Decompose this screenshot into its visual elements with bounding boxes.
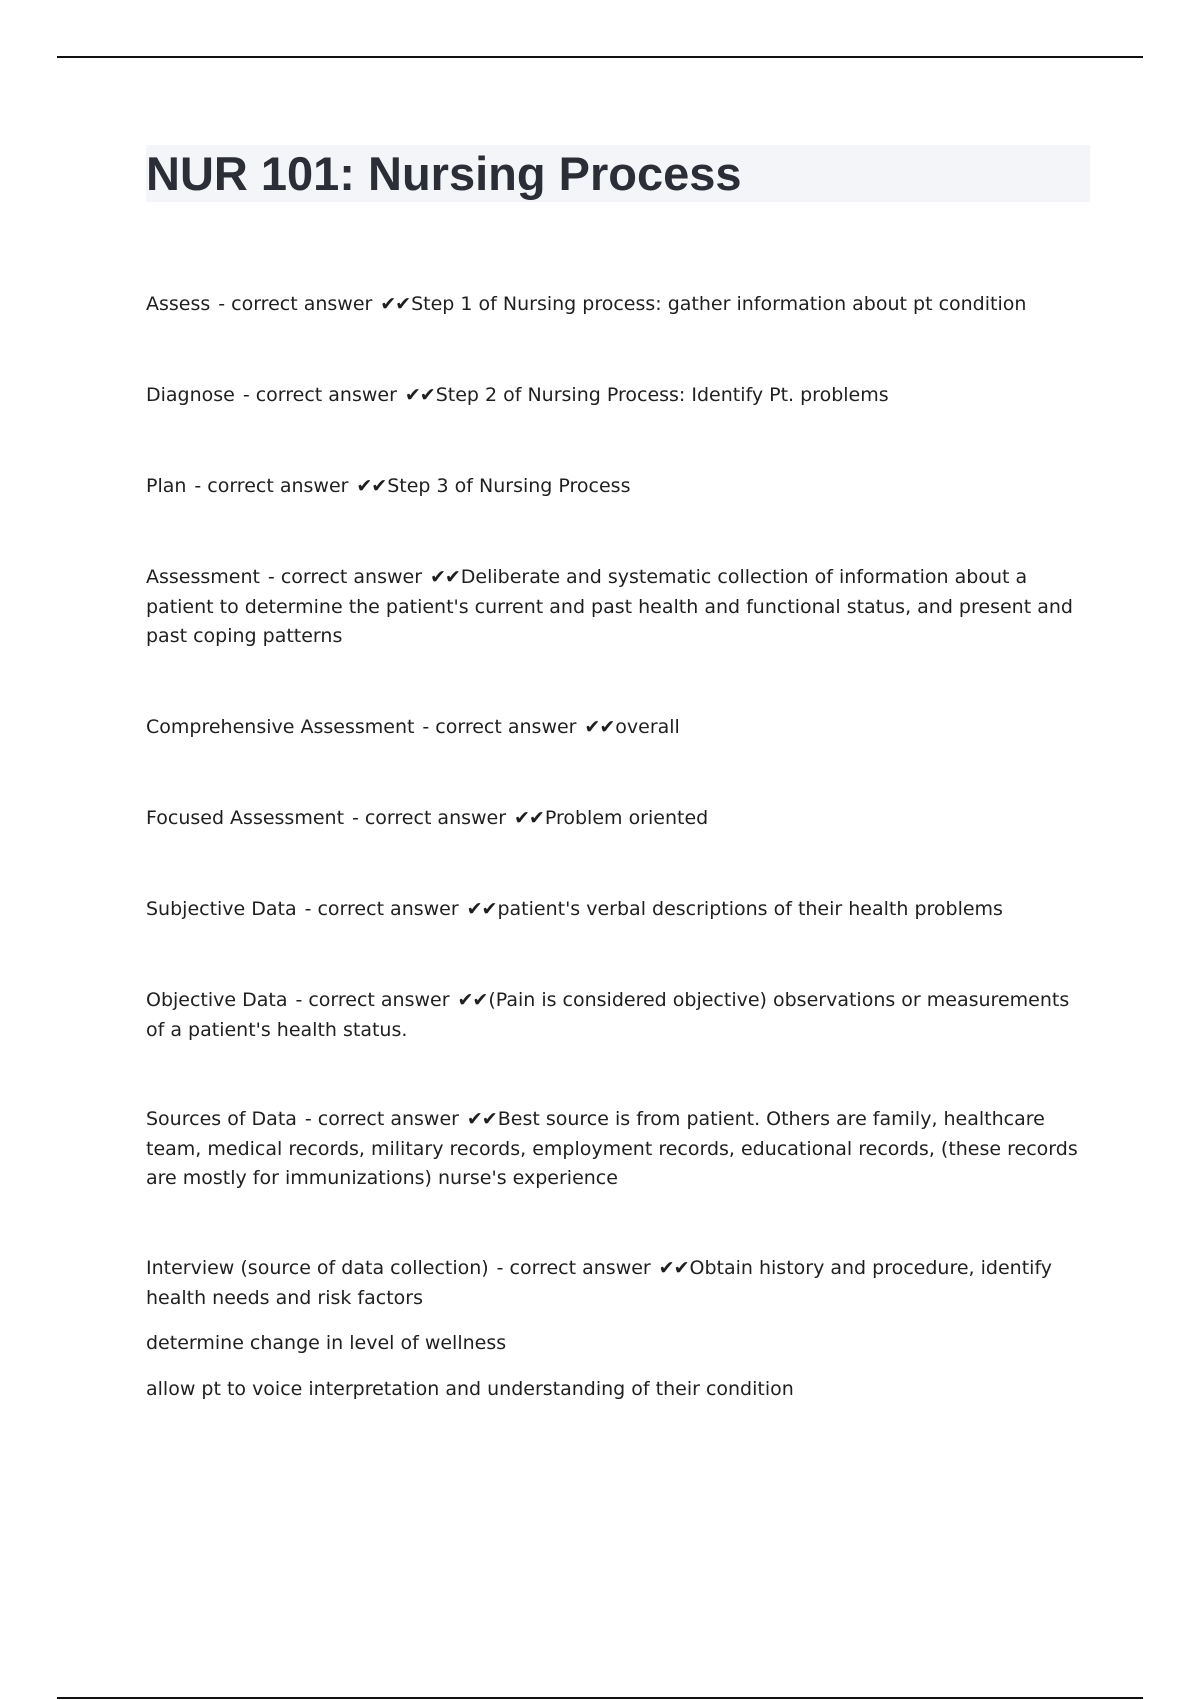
qa-entry-objective-data	[146, 986, 1090, 1045]
qa-separator: - correct answer	[304, 1108, 459, 1130]
qa-answer: patient's verbal descriptions of their health problems	[497, 898, 1003, 920]
qa-entry-assess	[146, 290, 1090, 320]
page-title: NUR 101: Nursing Process	[146, 147, 742, 200]
qa-term: Focused Assessment	[146, 807, 345, 829]
qa-separator: - correct answer	[422, 716, 577, 738]
qa-answer: Step 1 of Nursing process: gather information about pt condition	[411, 293, 1027, 315]
qa-term: Comprehensive Assessment	[146, 716, 415, 738]
double-check-icon: ✔✔	[584, 716, 615, 738]
qa-term: Sources of Data	[146, 1108, 297, 1130]
qa-entry-diagnose	[146, 381, 1090, 411]
qa-answer: Best source is from patient. Others are family, healthcare team, medical records, military records, employment records, educational records, (these records are mostly for immunizations) nurse's experience	[146, 1108, 1078, 1189]
qa-answer: Problem oriented	[544, 807, 709, 829]
double-check-icon: ✔✔	[457, 989, 488, 1011]
continuation-line: allow pt to voice interpretation and understanding of their condition	[146, 1378, 794, 1400]
qa-separator: - correct answer	[218, 293, 373, 315]
qa-separator: - correct answer	[194, 475, 349, 497]
qa-term: Assessment	[146, 566, 260, 588]
qa-entry-subjective-data	[146, 895, 1090, 925]
qa-answer: overall	[615, 716, 680, 738]
qa-answer: Step 2 of Nursing Process: Identify Pt. problems	[435, 384, 889, 406]
qa-entry-assessment	[146, 563, 1090, 652]
double-check-icon: ✔✔	[404, 384, 435, 406]
double-check-icon: ✔✔	[466, 898, 497, 920]
qa-term: Subjective Data	[146, 898, 297, 920]
continuation-line: determine change in level of wellness	[146, 1332, 507, 1354]
double-check-icon: ✔✔	[514, 807, 544, 829]
qa-entry-comprehensive-assessment	[146, 713, 1090, 743]
double-check-icon: ✔✔	[429, 566, 460, 588]
double-check-icon: ✔✔	[356, 475, 387, 497]
qa-answer: Obtain history and procedure, identify health needs and risk factors	[146, 1257, 1053, 1309]
qa-answer: Deliberate and systematic collection of information about a patient to determine the patient's current and past health and functional status, and present and past coping patterns	[146, 566, 1073, 647]
qa-entry-plan	[146, 472, 1090, 502]
double-check-icon: ✔✔	[380, 293, 411, 315]
qa-term: Diagnose	[146, 384, 235, 406]
top-rule	[57, 56, 1143, 58]
qa-entry-sources-of-data	[146, 1105, 1090, 1194]
qa-term: Interview (source of data collection)	[146, 1257, 489, 1279]
qa-answer: (Pain is considered objective) observations or measurements of a patient's health status.	[146, 989, 1070, 1041]
qa-separator: - correct answer	[496, 1257, 651, 1279]
qa-separator: - correct answer	[304, 898, 459, 920]
qa-entry-focused-assessment	[146, 804, 1090, 834]
bottom-rule	[57, 1697, 1143, 1699]
qa-separator: - correct answer	[242, 384, 397, 406]
qa-answer: Step 3 of Nursing Process	[387, 475, 631, 497]
qa-term: Objective Data	[146, 989, 288, 1011]
double-check-icon: ✔✔	[658, 1257, 689, 1279]
qa-entry-interview	[146, 1254, 1090, 1313]
qa-separator: - correct answer	[267, 566, 423, 588]
qa-term: Plan	[146, 475, 187, 497]
qa-term: Assess	[146, 293, 211, 315]
double-check-icon: ✔✔	[466, 1108, 497, 1130]
qa-separator: - correct answer	[295, 989, 450, 1011]
qa-separator: - correct answer	[351, 807, 507, 829]
